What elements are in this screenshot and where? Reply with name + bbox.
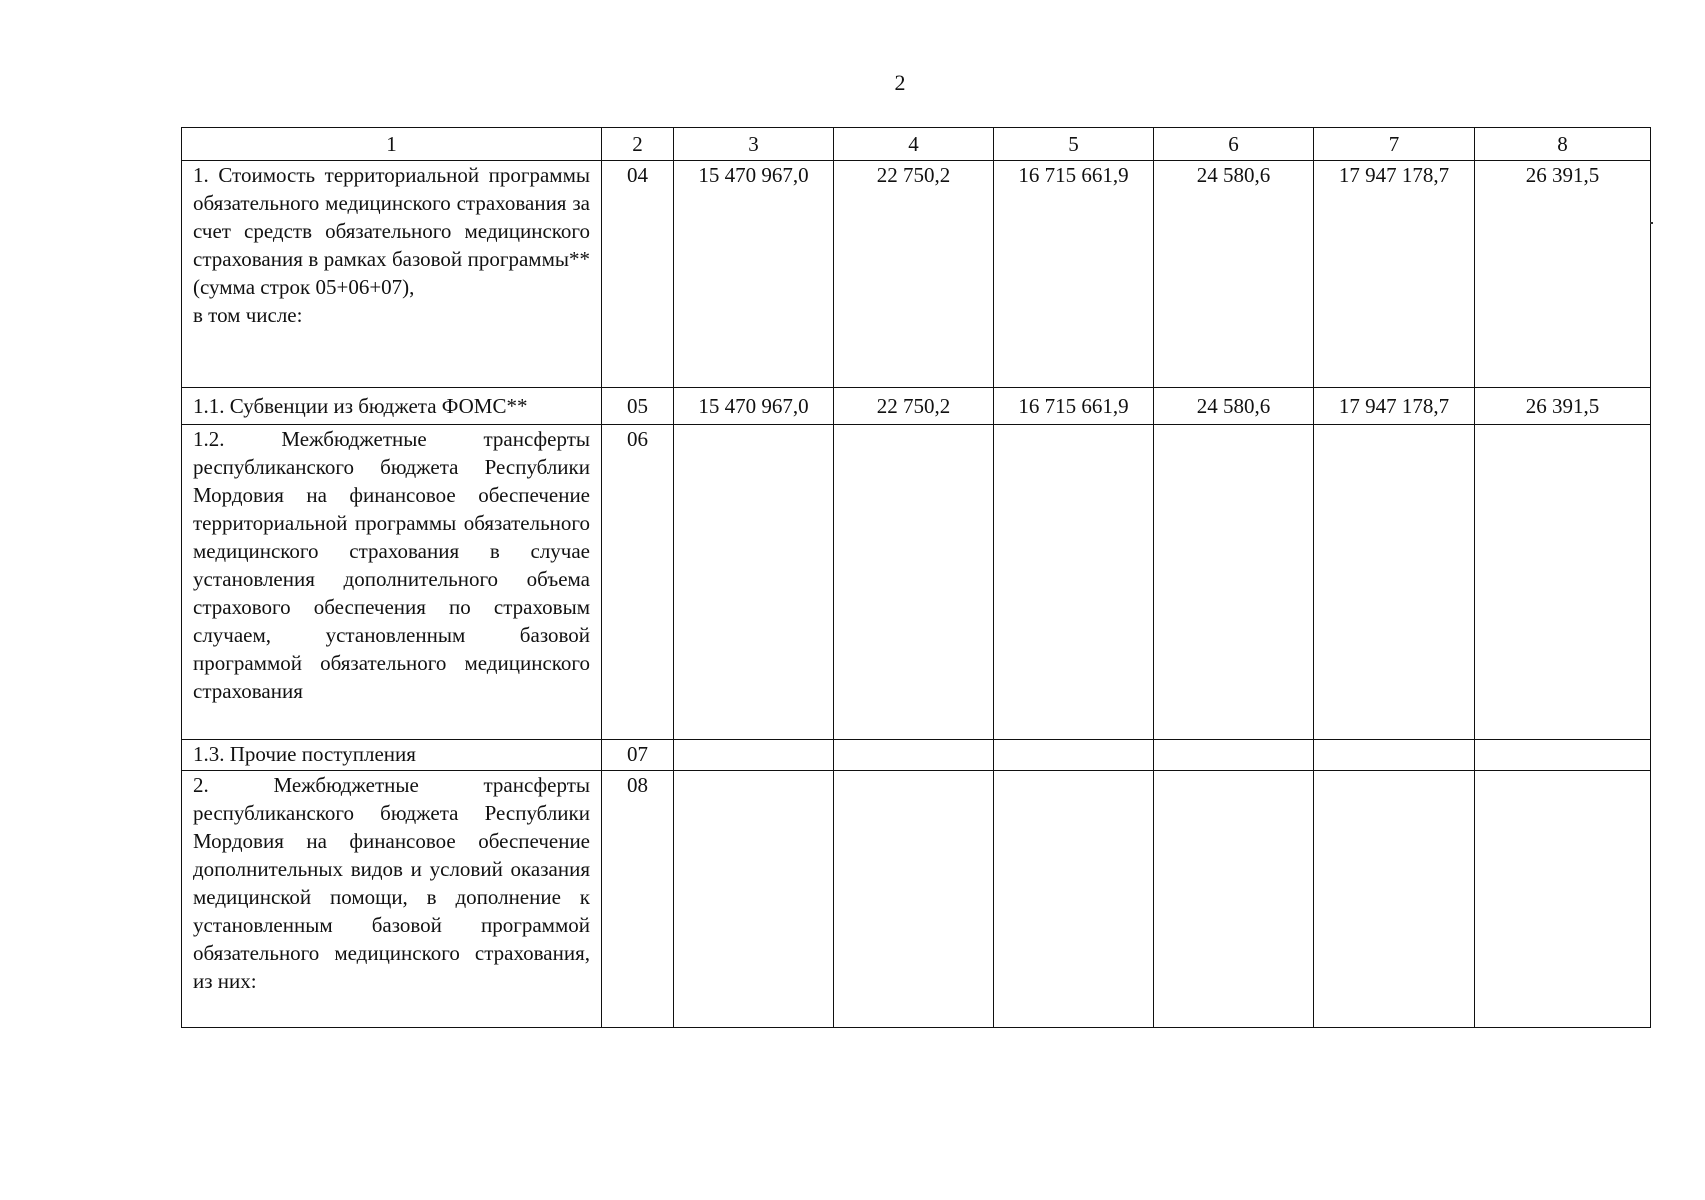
value-cell: 26 391,5 — [1475, 388, 1651, 425]
row-description — [182, 161, 602, 388]
scan-speck — [1650, 222, 1653, 224]
header-cell: 6 — [1154, 128, 1314, 161]
value-cell — [994, 740, 1154, 771]
table-row — [182, 388, 1651, 425]
header-cell: 2 — [602, 128, 674, 161]
header-cell: 8 — [1475, 128, 1651, 161]
row-description: 1.3. Прочие поступления — [182, 740, 602, 771]
value-cell — [834, 771, 994, 1028]
value-cell — [994, 425, 1154, 740]
table-row — [182, 425, 1651, 740]
row-description-text: 1. Стоимость территориальной программы обязательного медицинского страхования за счет средств обязательного медицинского страхования в рамках базовой программы** (сумма строк 05+06+07), — [193, 163, 590, 299]
value-cell — [1154, 771, 1314, 1028]
header-cell: 1 — [182, 128, 602, 161]
value-cell: 22 750,2 — [834, 388, 994, 425]
value-cell — [674, 740, 834, 771]
value-cell: 16 715 661,9 — [994, 161, 1154, 388]
value-cell — [1314, 740, 1475, 771]
row-code: 04 — [602, 161, 674, 388]
value-cell — [1475, 740, 1651, 771]
table-row — [182, 740, 1651, 771]
header-cell: 4 — [834, 128, 994, 161]
value-cell: 24 580,6 — [1154, 161, 1314, 388]
value-cell: 15 470 967,0 — [674, 161, 834, 388]
value-cell: 15 470 967,0 — [674, 388, 834, 425]
financing-table — [181, 127, 1651, 1028]
value-cell — [1475, 771, 1651, 1028]
value-cell: 17 947 178,7 — [1314, 388, 1475, 425]
row-code: 06 — [602, 425, 674, 740]
table-row — [182, 771, 1651, 1028]
row-description: 1.1. Субвенции из бюджета ФОМС** — [182, 388, 602, 425]
value-cell — [1314, 425, 1475, 740]
value-cell — [1154, 740, 1314, 771]
value-cell — [994, 771, 1154, 1028]
header-cell: 3 — [674, 128, 834, 161]
value-cell — [674, 771, 834, 1028]
row-description-tail: в том числе: — [193, 303, 303, 327]
row-code: 05 — [602, 388, 674, 425]
value-cell — [1475, 425, 1651, 740]
value-cell: 16 715 661,9 — [994, 388, 1154, 425]
row-description: 2. Межбюджетные трансферты республиканского бюджета Республики Мордовия на финансовое обеспечение дополнительных видов и условий оказания медицинской помощи, в дополнение к установленным базовой программой обязательного медицинского страхования, из них: — [182, 771, 602, 1028]
table-row — [182, 161, 1651, 388]
table-header-row — [182, 128, 1651, 161]
row-code: 08 — [602, 771, 674, 1028]
row-code: 07 — [602, 740, 674, 771]
header-cell: 5 — [994, 128, 1154, 161]
header-cell: 7 — [1314, 128, 1475, 161]
value-cell: 22 750,2 — [834, 161, 994, 388]
value-cell: 24 580,6 — [1154, 388, 1314, 425]
value-cell — [1154, 425, 1314, 740]
value-cell — [834, 740, 994, 771]
value-cell — [834, 425, 994, 740]
value-cell — [1314, 771, 1475, 1028]
page-number: 2 — [894, 70, 906, 95]
row-description: 1.2. Межбюджетные трансферты республиканского бюджета Республики Мордовия на финансовое обеспечение территориальной программы обязательного медицинского страхования в случае установления дополнительного объема страхового обеспечения по страховым случаем, установленным базовой программой обязательного медицинского страхования — [182, 425, 602, 740]
value-cell — [674, 425, 834, 740]
value-cell: 26 391,5 — [1475, 161, 1651, 388]
value-cell: 17 947 178,7 — [1314, 161, 1475, 388]
